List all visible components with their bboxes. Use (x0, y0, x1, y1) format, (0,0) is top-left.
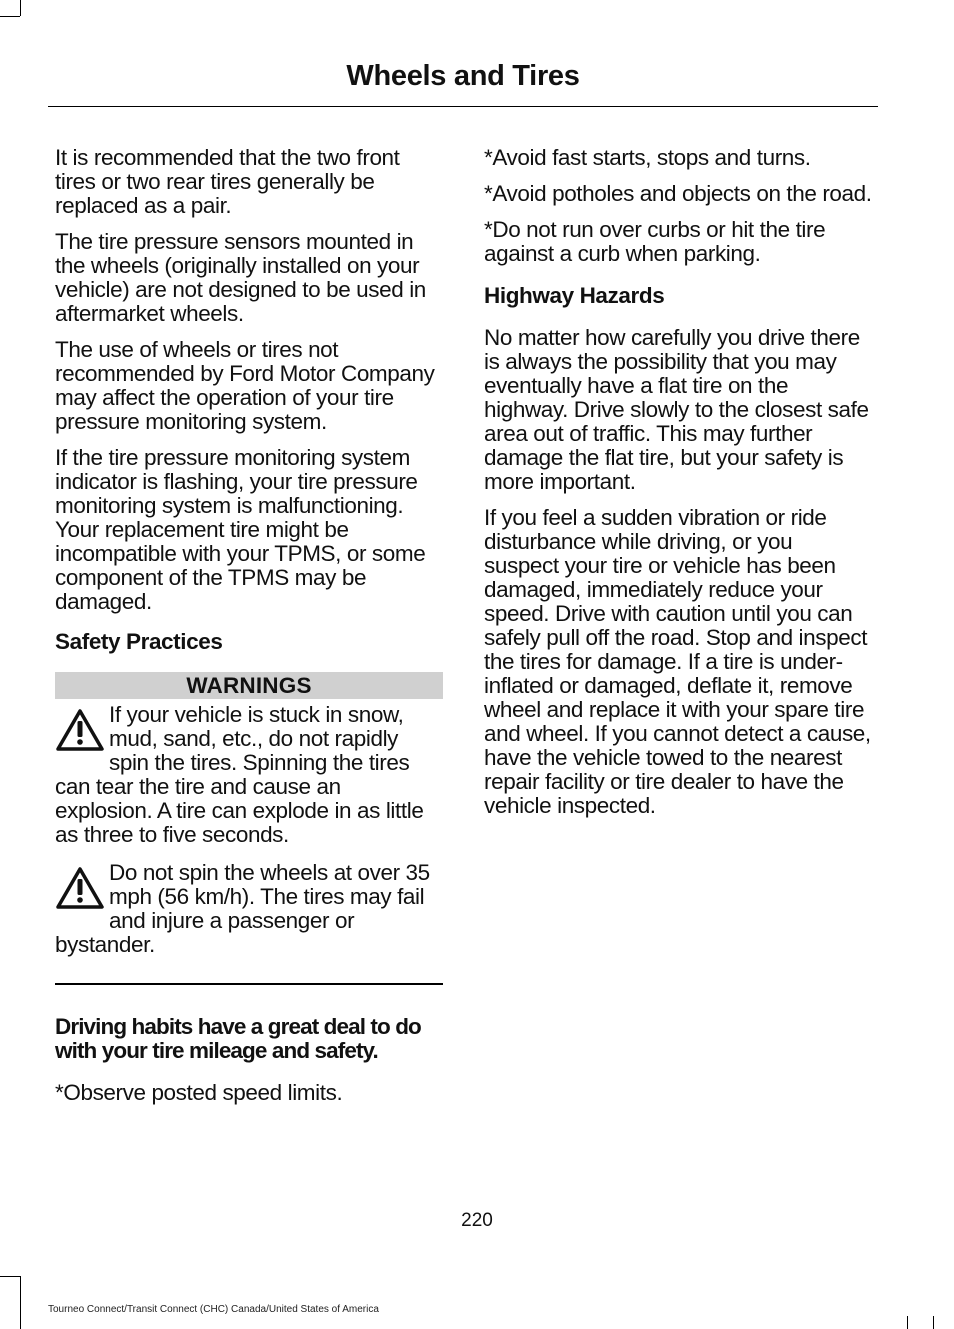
tip-item: *Do not run over curbs or hit the tire against a curb when parking. (484, 217, 826, 266)
bold-statement: Driving habits have a great deal to do with your tire mileage and safety. (55, 1014, 421, 1063)
footer-text: Tourneo Connect/Transit Connect (CHC) Canada/United States of America (48, 1304, 379, 1315)
crop-mark-bottom-right-a (907, 1316, 908, 1329)
header-divider (48, 106, 878, 107)
warning-text: If your vehicle is stuck in snow, mud, sand, etc., do not rapidly spin the tires. Spinning the tires can tear the tire and cause an explosion. A tire can explode in as little as three to five seconds. (55, 702, 424, 847)
paragraph: If you feel a sudden vibration or ride disturbance while driving, or you suspect your tire or vehicle has been damaged, immediately reduce your speed. Drive with caution until you can safely pull off the road. Stop and inspect the tires for damage. If a tire is under-inflated or damaged, deflate it, remove wheel and replace it with your spare tire and wheel. If you cannot detect a cause, have the vehicle towed to the nearest repair facility or tire dealer to have the vehicle inspected. (484, 505, 871, 818)
section-heading-safety-practices: Safety Practices (55, 629, 223, 654)
paragraph: If the tire pressure monitoring system indicator is flashing, your tire pressure monitoring system is malfunctioning. Your replacement tire might be incompatible with your TPMS, or some component of the TPMS may be damaged. (55, 445, 426, 614)
crop-mark-bottom-right-b (933, 1316, 934, 1329)
warning-text: Do not spin the wheels at over 35 mph (56 km/h). The tires may fail and injure a passenger or bystander. (55, 860, 430, 957)
warning-triangle-icon (55, 707, 105, 755)
tip-item: *Avoid potholes and objects on the road. (484, 181, 872, 206)
crop-mark-top-left-h (0, 16, 20, 17)
page-number: 220 (461, 1210, 493, 1231)
paragraph: No matter how carefully you drive there is always the possibility that you may eventually have a flat tire on the highway. Drive slowly to the closest safe area out of traffic. This may further damage the flat tire, but your safety is more important. (484, 325, 869, 494)
section-heading-highway-hazards: Highway Hazards (484, 283, 665, 308)
right-column (484, 146, 872, 830)
warning-triangle-icon (55, 865, 105, 913)
paragraph: *Observe posted speed limits. (55, 1080, 343, 1105)
crop-mark-bottom-left-h (0, 1276, 20, 1277)
paragraph: The tire pressure sensors mounted in the wheels (originally installed on your vehicle) are not designed to be used in aftermarket wheels. (55, 229, 426, 326)
warning-item (55, 861, 443, 957)
paragraph: The use of wheels or tires not recommended by Ford Motor Company may affect the operation of your tire pressure monitoring system. (55, 337, 435, 434)
warning-item (55, 703, 443, 847)
page-title: Wheels and Tires (346, 60, 580, 92)
crop-mark-top-left-v (20, 0, 21, 16)
warnings-header: WARNINGS (55, 672, 443, 699)
warnings-end-divider (55, 983, 443, 985)
left-column (55, 146, 443, 1117)
crop-mark-bottom-left-v (20, 1276, 21, 1329)
paragraph: It is recommended that the two front tires or two rear tires generally be replaced as a pair. (55, 145, 400, 218)
tip-item: *Avoid fast starts, stops and turns. (484, 145, 811, 170)
